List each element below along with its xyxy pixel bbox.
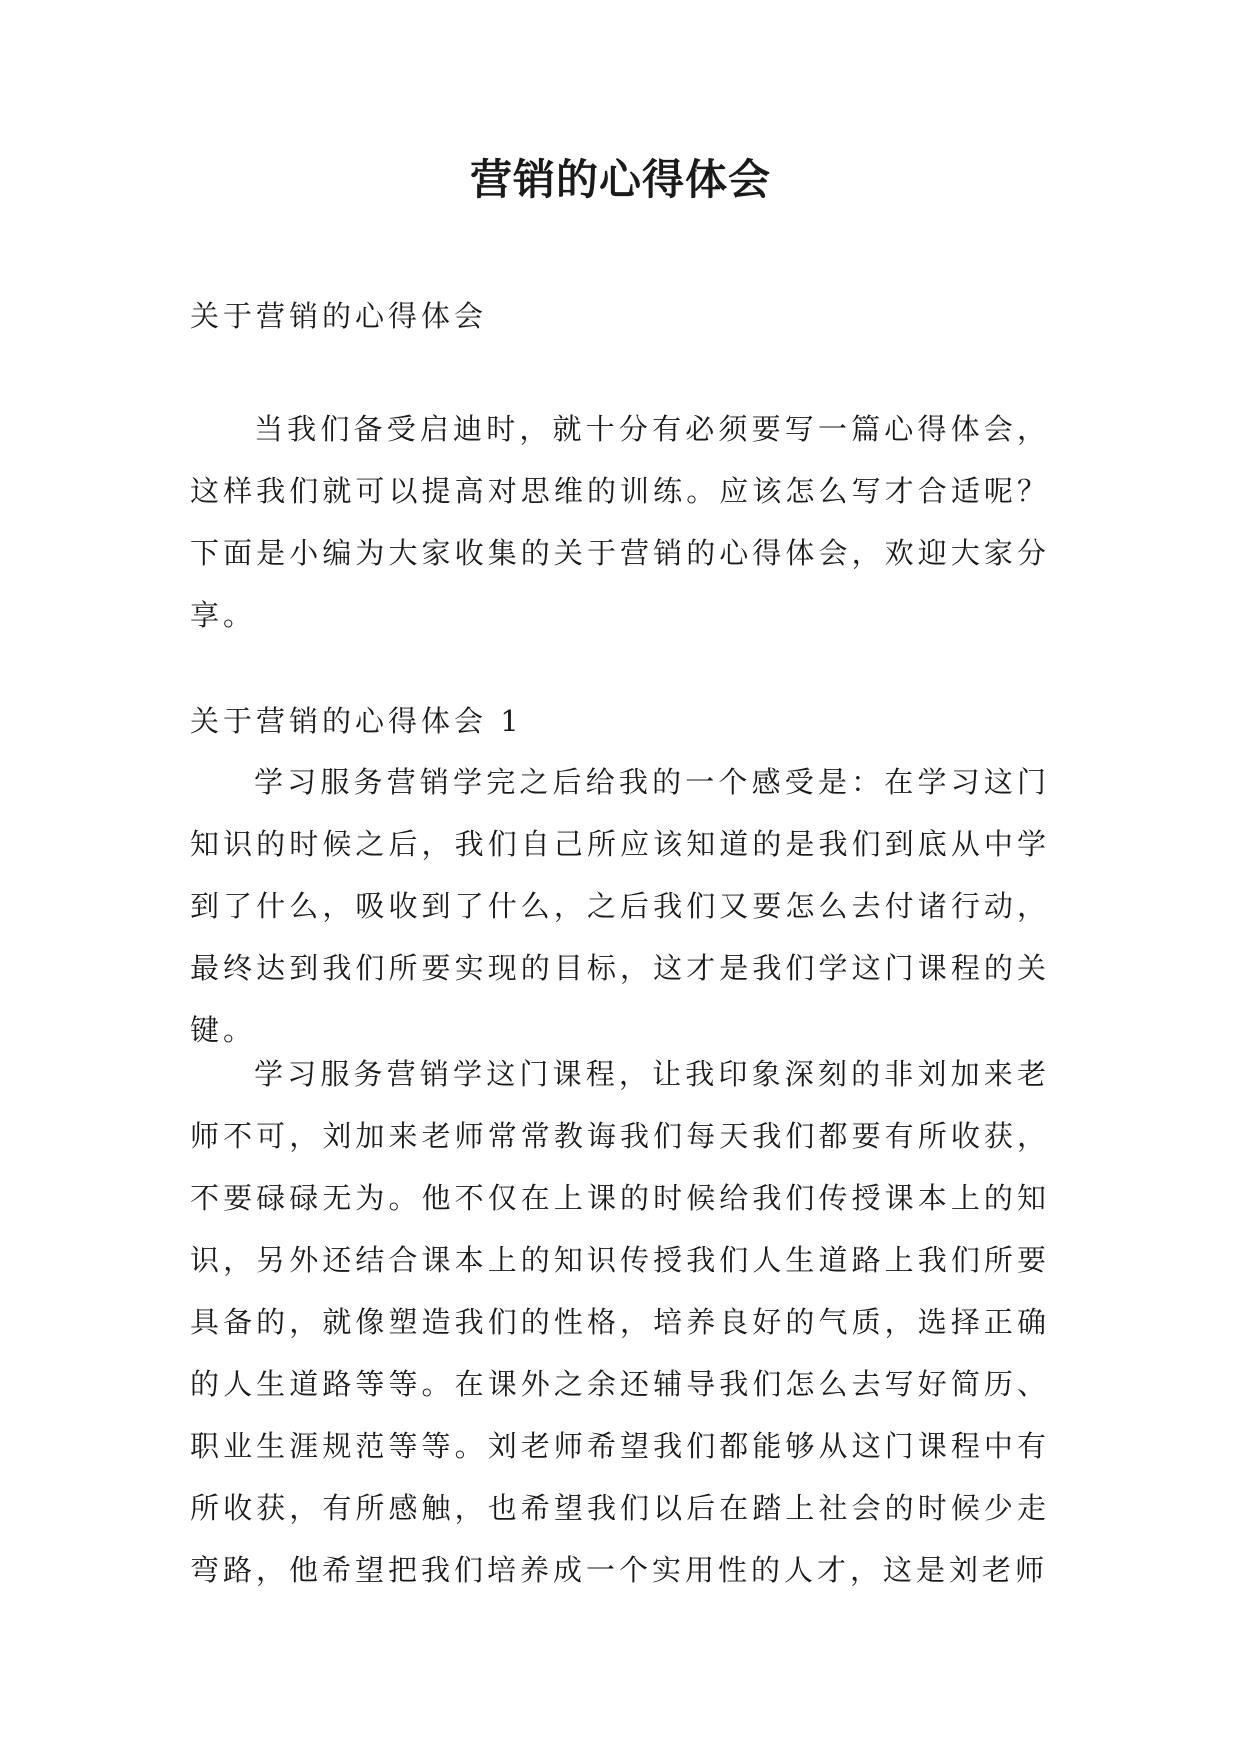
section-heading: 关于营销的心得体会 1 <box>190 704 523 738</box>
document-title: 营销的心得体会 <box>469 155 771 204</box>
body-paragraph-1: 学习服务营销学完之后给我的一个感受是：在学习这门知识的时候之后，我们自己所应该知道的是我们到底从中学到了什么，吸收到了什么，之后我们又要怎么去付诸行动，最终达到我们所要实现的目标，这才是我们学这门课程的关键。 <box>190 765 1050 1047</box>
document-subtitle: 关于营销的心得体会 <box>190 299 488 333</box>
body-paragraph-2: 学习服务营销学这门课程，让我印象深刻的非刘加来老师不可，刘加来老师常常教诲我们每天我们都要有所收获，不要碌碌无为。他不仅在上课的时候给我们传授课本上的知识，另外还结合课本上的知识传授我们人生道路上我们所要具备的，就像塑造我们的性格，培养良好的气质，选择正确的人生道路等等。在课外之余还辅导我们怎么去写好简历、职业生涯规范等等。刘老师希望我们都能够从这门课程中有所收获，有所感触，也希望我们以后在踏上社会的时候少走弯路，他希望把我们培养成一个实用性的人才，这是刘老师 <box>190 1057 1050 1587</box>
intro-paragraph: 当我们备受启迪时，就十分有必须要写一篇心得体会，这样我们就可以提高对思维的训练。应该怎么写才合适呢？下面是小编为大家收集的关于营销的心得体会，欢迎大家分享。 <box>190 412 1050 632</box>
